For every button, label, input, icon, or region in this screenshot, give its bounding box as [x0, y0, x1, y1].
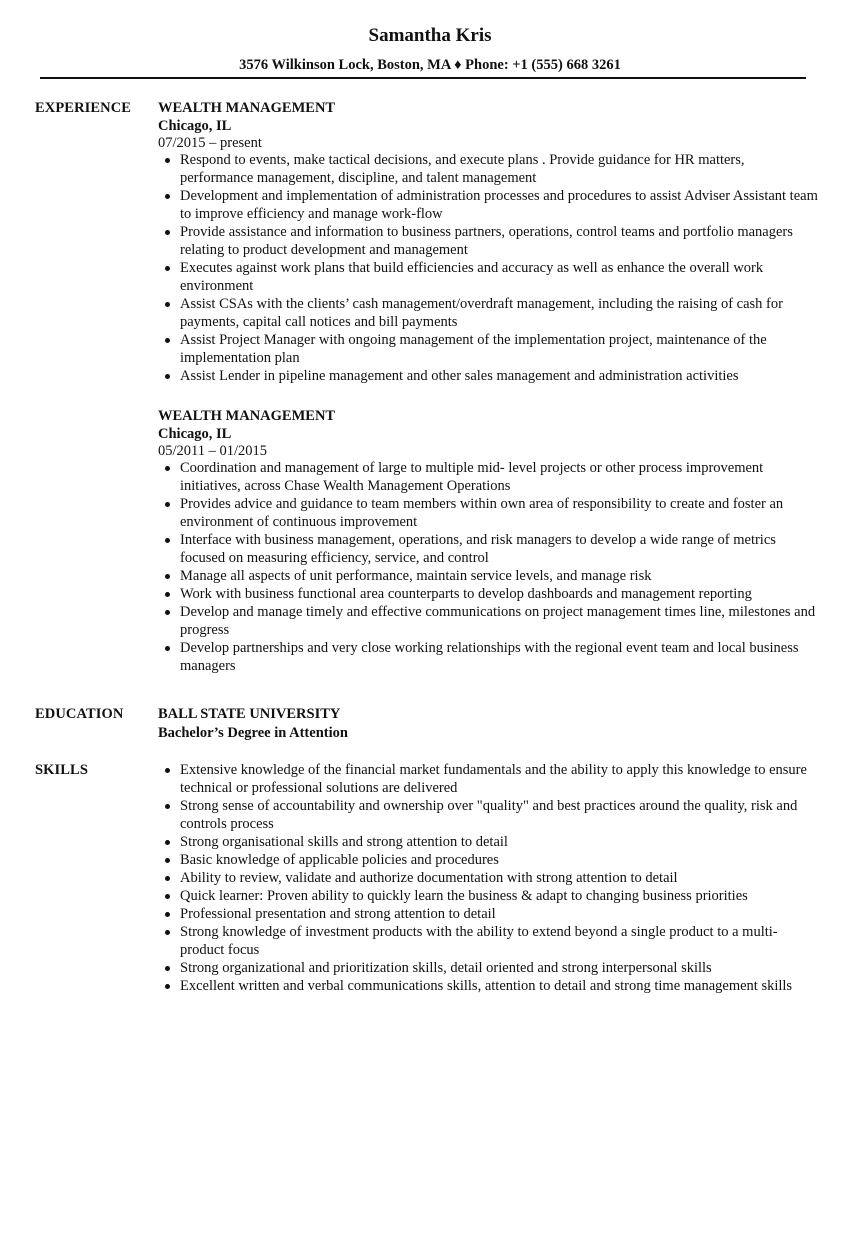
job-bullet: Assist Project Manager with ongoing management of the implementation project, maintenance of the implementation plan	[158, 331, 818, 367]
skill-item: Ability to review, validate and authorize documentation with strong attention to detail	[158, 869, 818, 887]
skill-item: Quick learner: Proven ability to quickly learn the business & adapt to changing business priorities	[158, 887, 818, 905]
section-label-experience: EXPERIENCE	[35, 100, 132, 116]
job-dates: 05/2011 – 01/2015	[158, 443, 268, 459]
job-bullet: Develop and manage timely and effective communications on project management times line, milestones and progress	[158, 603, 818, 639]
header-divider	[40, 77, 806, 79]
contact-line: 3576 Wilkinson Lock, Boston, MA ♦ Phone: +1 (555) 668 3261	[239, 57, 621, 73]
resume-header	[0, 24, 860, 74]
skill-item: Basic knowledge of applicable policies and procedures	[158, 851, 818, 869]
job-bullets	[158, 151, 818, 385]
skill-item: Excellent written and verbal communications skills, attention to detail and strong time management skills	[158, 977, 818, 995]
candidate-name: Samantha Kris	[368, 25, 492, 46]
skills-body	[158, 761, 818, 995]
education-body	[158, 705, 818, 743]
job-bullets	[158, 459, 818, 675]
school-name: BALL STATE UNIVERSITY	[158, 706, 341, 722]
skill-item: Strong organizational and prioritization skills, detail oriented and strong interpersonal skills	[158, 959, 818, 977]
job-bullet: Manage all aspects of unit performance, maintain service levels, and manage risk	[158, 567, 818, 585]
skill-item: Strong sense of accountability and ownership over "quality" and best practices around the quality, risk and controls process	[158, 797, 818, 833]
job-bullet: Interface with business management, operations, and risk managers to develop a wide range of metrics focused on measuring efficiency, service, and control	[158, 531, 818, 567]
skills-list	[158, 761, 818, 995]
job-dates: 07/2015 – present	[158, 135, 262, 151]
job-location: Chicago, IL	[158, 426, 232, 442]
section-label-skills: SKILLS	[35, 762, 88, 778]
skill-item: Professional presentation and strong attention to detail	[158, 905, 818, 923]
job-bullet: Respond to events, make tactical decisions, and execute plans . Provide guidance for HR matters, performance management, discipline, and talent management	[158, 151, 818, 187]
job-bullet: Provide assistance and information to business partners, operations, control teams and portfolio managers relating to product development and management	[158, 223, 818, 259]
job-bullet: Executes against work plans that build efficiencies and accuracy as well as enhance the overall work environment	[158, 259, 818, 295]
skill-item: Strong organisational skills and strong attention to detail	[158, 833, 818, 851]
job-entry	[158, 99, 818, 385]
job-bullet: Coordination and management of large to multiple mid- level projects or other process improvement initiatives, across Chase Wealth Management Operations	[158, 459, 818, 495]
degree: Bachelor’s Degree in Attention	[158, 725, 348, 741]
job-bullet: Work with business functional area counterparts to develop dashboards and management reporting	[158, 585, 818, 603]
job-bullet: Assist Lender in pipeline management and other sales management and administration activities	[158, 367, 818, 385]
job-bullet: Develop partnerships and very close working relationships with the regional event team and local business managers	[158, 639, 818, 675]
job-bullet: Development and implementation of administration processes and procedures to assist Adviser Assistant team to improve efficiency and manage work-flow	[158, 187, 818, 223]
job-title: WEALTH MANAGEMENT	[158, 100, 336, 116]
skill-item: Strong knowledge of investment products with the ability to extend beyond a single product to a multi-product focus	[158, 923, 818, 959]
job-bullet: Assist CSAs with the clients’ cash management/overdraft management, including the raising of cash for payments, capital call notices and bill payments	[158, 295, 818, 331]
section-label-education: EDUCATION	[35, 706, 124, 722]
skill-item: Extensive knowledge of the financial market fundamentals and the ability to apply this knowledge to ensure technical or professional solutions are delivered	[158, 761, 818, 797]
job-bullet: Provides advice and guidance to team members within own area of responsibility to create and foster an environment of continuous improvement	[158, 495, 818, 531]
job-location: Chicago, IL	[158, 118, 232, 134]
experience-body	[158, 99, 818, 697]
job-title: WEALTH MANAGEMENT	[158, 408, 336, 424]
job-entry	[158, 407, 818, 675]
